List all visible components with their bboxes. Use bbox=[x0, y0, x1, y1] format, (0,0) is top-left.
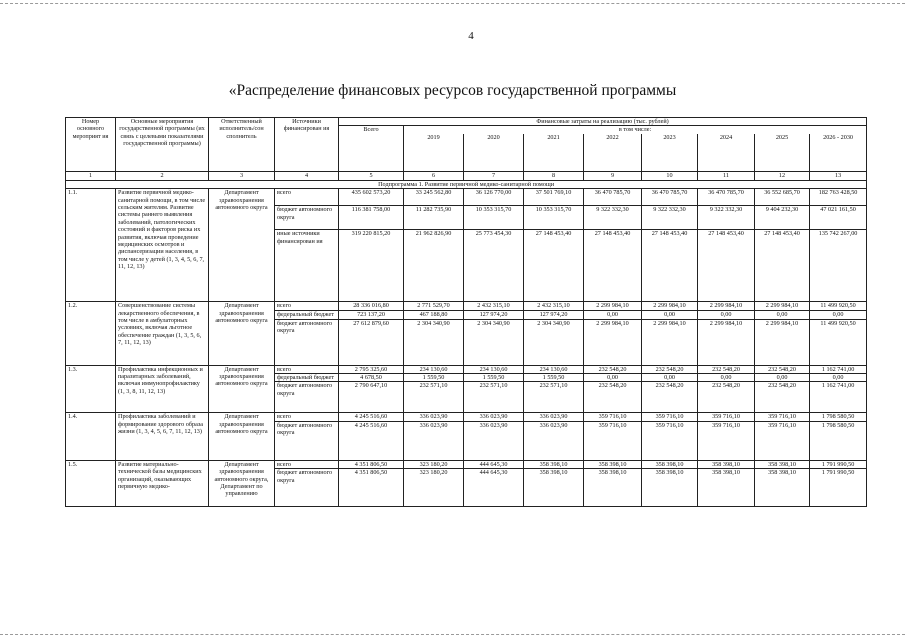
amount-cell: 21 962 826,90 bbox=[404, 230, 464, 302]
amount-cell: 358 398,10 bbox=[755, 460, 810, 468]
amount-cell: 723 137,20 bbox=[339, 310, 404, 319]
amount-cell: 232 548,20 bbox=[584, 382, 642, 413]
amount-cell: 9 404 232,30 bbox=[755, 206, 810, 230]
measure-executor: Департамент здравоохранения автономного округа bbox=[209, 189, 275, 302]
amount-cell: 11 499 920,50 bbox=[810, 319, 867, 365]
amount-cell: 232 571,10 bbox=[524, 382, 584, 413]
header-executor: Ответственный исполнитель/сон сполнитель bbox=[209, 118, 275, 172]
header-year: 2021 bbox=[524, 134, 584, 172]
amount-cell: 359 716,10 bbox=[698, 421, 755, 460]
amount-cell: 2 790 647,10 bbox=[339, 382, 404, 413]
amount-cell: 4 245 516,60 bbox=[339, 421, 404, 460]
funding-source: всего bbox=[275, 302, 339, 310]
amount-cell: 358 398,10 bbox=[642, 460, 698, 468]
amount-cell: 358 398,10 bbox=[642, 469, 698, 507]
amount-cell: 0,00 bbox=[642, 374, 698, 382]
header-including: в том числе: bbox=[404, 126, 867, 134]
amount-cell: 0,00 bbox=[755, 310, 810, 319]
amount-cell: 2 304 340,90 bbox=[404, 319, 464, 365]
amount-cell: 10 353 315,70 bbox=[464, 206, 524, 230]
column-number: 2 bbox=[116, 172, 209, 180]
measure-name: Развитие материально-технической базы медицинских организаций, оказывающих первичную медико- bbox=[116, 460, 209, 506]
amount-cell: 27 148 453,40 bbox=[584, 230, 642, 302]
table-row bbox=[66, 189, 867, 206]
column-number: 6 bbox=[404, 172, 464, 180]
amount-cell: 37 501 769,10 bbox=[524, 189, 584, 206]
measure-number: 1.5. bbox=[66, 460, 116, 506]
amount-cell: 135 742 267,00 bbox=[810, 230, 867, 302]
measure-executor: Департамент здравоохранения автономного округа bbox=[209, 413, 275, 460]
amount-cell: 319 220 815,20 bbox=[339, 230, 404, 302]
amount-cell: 234 130,60 bbox=[464, 365, 524, 373]
amount-cell: 336 023,90 bbox=[404, 421, 464, 460]
header-source: Источники финансирован ия bbox=[275, 118, 339, 172]
amount-cell: 336 023,90 bbox=[524, 421, 584, 460]
measure-executor: Департамент здравоохранения автономного округа bbox=[209, 365, 275, 413]
amount-cell: 2 304 340,90 bbox=[524, 319, 584, 365]
amount-cell: 27 148 453,40 bbox=[755, 230, 810, 302]
measure-executor: Департамент здравоохранения автономного округа, Департамент по управлению bbox=[209, 460, 275, 506]
table-row bbox=[66, 365, 867, 373]
amount-cell: 4 351 806,50 bbox=[339, 469, 404, 507]
amount-cell: 127 974,20 bbox=[464, 310, 524, 319]
page-number: 4 bbox=[468, 30, 474, 42]
amount-cell: 336 023,90 bbox=[464, 413, 524, 421]
header-measures: Основные мероприятия государственной программы (их связь с целевыми показателями государственной программы) bbox=[116, 118, 209, 172]
measure-name: Профилактика инфекционных и паразитарных заболеваний, включая иммунопрофилактику (1, 3, 8, 11, 12, 13) bbox=[116, 365, 209, 413]
funding-source: всего bbox=[275, 189, 339, 206]
amount-cell: 359 716,10 bbox=[755, 413, 810, 421]
amount-cell: 36 470 785,70 bbox=[698, 189, 755, 206]
amount-cell: 2 299 984,10 bbox=[755, 302, 810, 310]
amount-cell: 234 130,60 bbox=[524, 365, 584, 373]
column-number: 4 bbox=[275, 172, 339, 180]
amount-cell: 232 548,20 bbox=[755, 365, 810, 373]
amount-cell: 1 162 741,00 bbox=[810, 382, 867, 413]
amount-cell: 359 716,10 bbox=[755, 421, 810, 460]
amount-cell: 336 023,90 bbox=[464, 421, 524, 460]
amount-cell: 232 548,20 bbox=[642, 365, 698, 373]
amount-cell: 4 678,50 bbox=[339, 374, 404, 382]
amount-cell: 358 398,10 bbox=[698, 460, 755, 468]
measure-name: Развитие первичной медико-санитарной помощи, в том числе сельским жителям. Развитие системы раннего выявления заболеваний, патологических состояний и факторов риска их развития, включая проведение медицинских осмотров и диспансеризации населения, в том числе у детей (1, 3, 4, 5, 6, 7, 11, 12, 13) bbox=[116, 189, 209, 302]
funding-source: всего bbox=[275, 460, 339, 468]
header-year: 2024 bbox=[698, 134, 755, 172]
table-row bbox=[66, 413, 867, 421]
amount-cell: 359 716,10 bbox=[698, 413, 755, 421]
funding-source: всего bbox=[275, 413, 339, 421]
funding-source: бюджет автономного округа bbox=[275, 382, 339, 413]
amount-cell: 2 299 984,10 bbox=[642, 319, 698, 365]
header-colnums-row bbox=[66, 172, 867, 180]
measure-executor: Департамент здравоохранения автономного округа bbox=[209, 302, 275, 365]
header-year: 2022 bbox=[584, 134, 642, 172]
scan-edge-bottom bbox=[0, 634, 905, 635]
amount-cell: 323 180,20 bbox=[404, 460, 464, 468]
amount-cell: 232 571,10 bbox=[464, 382, 524, 413]
amount-cell: 2 299 984,10 bbox=[698, 319, 755, 365]
funding-source: федеральный бюджет bbox=[275, 310, 339, 319]
amount-cell: 2 432 315,10 bbox=[524, 302, 584, 310]
amount-cell: 336 023,90 bbox=[404, 413, 464, 421]
amount-cell: 1 798 580,50 bbox=[810, 421, 867, 460]
column-number: 12 bbox=[755, 172, 810, 180]
amount-cell: 10 353 315,70 bbox=[524, 206, 584, 230]
amount-cell: 0,00 bbox=[698, 374, 755, 382]
amount-cell: 1 559,50 bbox=[464, 374, 524, 382]
funding-source: всего bbox=[275, 365, 339, 373]
scan-edge-top bbox=[0, 3, 905, 4]
amount-cell: 9 322 332,30 bbox=[584, 206, 642, 230]
amount-cell: 444 645,30 bbox=[464, 469, 524, 507]
amount-cell: 28 336 016,80 bbox=[339, 302, 404, 310]
amount-cell: 1 791 990,50 bbox=[810, 469, 867, 507]
amount-cell: 0,00 bbox=[810, 310, 867, 319]
amount-cell: 358 398,10 bbox=[755, 469, 810, 507]
amount-cell: 11 499 920,50 bbox=[810, 302, 867, 310]
amount-cell: 182 763 428,50 bbox=[810, 189, 867, 206]
column-number: 13 bbox=[810, 172, 867, 180]
amount-cell: 358 398,10 bbox=[584, 460, 642, 468]
measure-name: Совершенствование системы лекарственного обеспечения, в том числе в амбулаторных условиях, включая льготное обеспечение граждан (1, 3, 5, 6, 7, 11, 12, 13) bbox=[116, 302, 209, 365]
funding-source: бюджет автономного округа bbox=[275, 469, 339, 507]
column-number: 3 bbox=[209, 172, 275, 180]
header-total: Всего bbox=[339, 126, 404, 172]
amount-cell: 36 126 770,00 bbox=[464, 189, 524, 206]
amount-cell: 358 398,10 bbox=[524, 460, 584, 468]
amount-cell: 359 716,10 bbox=[584, 413, 642, 421]
amount-cell: 2 795 325,60 bbox=[339, 365, 404, 373]
amount-cell: 1 559,50 bbox=[404, 374, 464, 382]
amount-cell: 336 023,90 bbox=[524, 413, 584, 421]
amount-cell: 444 645,30 bbox=[464, 460, 524, 468]
header-finance: Финансовые затраты на реализацию (тыс. рублей) bbox=[339, 118, 867, 126]
amount-cell: 27 148 453,40 bbox=[642, 230, 698, 302]
amount-cell: 0,00 bbox=[810, 374, 867, 382]
amount-cell: 4 245 516,60 bbox=[339, 413, 404, 421]
amount-cell: 358 398,10 bbox=[524, 469, 584, 507]
header-year: 2020 bbox=[464, 134, 524, 172]
funding-source: иные источники финансирован ия bbox=[275, 230, 339, 302]
amount-cell: 11 282 735,90 bbox=[404, 206, 464, 230]
amount-cell: 0,00 bbox=[755, 374, 810, 382]
amount-cell: 1 162 741,00 bbox=[810, 365, 867, 373]
subprogram-title: Подпрограмма 1. Развитие первичной медико-санитарной помощи bbox=[66, 180, 867, 188]
column-number: 9 bbox=[584, 172, 642, 180]
amount-cell: 27 148 453,40 bbox=[698, 230, 755, 302]
amount-cell: 2 299 984,10 bbox=[698, 302, 755, 310]
table-row bbox=[66, 460, 867, 468]
amount-cell: 232 548,20 bbox=[698, 382, 755, 413]
column-number: 10 bbox=[642, 172, 698, 180]
table-body bbox=[66, 180, 867, 506]
amount-cell: 323 180,20 bbox=[404, 469, 464, 507]
header-year: 2023 bbox=[642, 134, 698, 172]
finance-table bbox=[65, 117, 867, 507]
column-number: 7 bbox=[464, 172, 524, 180]
amount-cell: 36 470 785,70 bbox=[642, 189, 698, 206]
amount-cell: 27 148 453,40 bbox=[524, 230, 584, 302]
amount-cell: 359 716,10 bbox=[584, 421, 642, 460]
amount-cell: 234 130,60 bbox=[404, 365, 464, 373]
funding-source: бюджет автономного округа bbox=[275, 319, 339, 365]
header-year: 2019 bbox=[404, 134, 464, 172]
amount-cell: 359 716,10 bbox=[642, 413, 698, 421]
measure-name: Профилактика заболеваний и формирование здорового образа жизни (1, 3, 4, 5, 6, 7, 11, 12, 13) bbox=[116, 413, 209, 460]
amount-cell: 36 552 685,70 bbox=[755, 189, 810, 206]
amount-cell: 2 432 315,10 bbox=[464, 302, 524, 310]
amount-cell: 27 612 879,60 bbox=[339, 319, 404, 365]
funding-source: бюджет автономного округа bbox=[275, 421, 339, 460]
header-year: 2025 bbox=[755, 134, 810, 172]
subprogram-row bbox=[66, 180, 867, 188]
amount-cell: 25 773 454,30 bbox=[464, 230, 524, 302]
header-year: 2026 - 2030 bbox=[810, 134, 867, 172]
column-number: 1 bbox=[66, 172, 116, 180]
amount-cell: 36 470 785,70 bbox=[584, 189, 642, 206]
amount-cell: 232 548,20 bbox=[698, 365, 755, 373]
measure-number: 1.4. bbox=[66, 413, 116, 460]
funding-source: федеральный бюджет bbox=[275, 374, 339, 382]
amount-cell: 0,00 bbox=[584, 374, 642, 382]
page-title: «Распределение финансовых ресурсов государственной программы bbox=[228, 82, 677, 99]
amount-cell: 232 548,20 bbox=[642, 382, 698, 413]
amount-cell: 116 381 758,00 bbox=[339, 206, 404, 230]
amount-cell: 0,00 bbox=[642, 310, 698, 319]
amount-cell: 358 398,10 bbox=[698, 469, 755, 507]
amount-cell: 4 351 806,50 bbox=[339, 460, 404, 468]
amount-cell: 0,00 bbox=[698, 310, 755, 319]
amount-cell: 47 021 161,50 bbox=[810, 206, 867, 230]
column-number: 8 bbox=[524, 172, 584, 180]
amount-cell: 1 798 580,50 bbox=[810, 413, 867, 421]
amount-cell: 9 322 332,30 bbox=[698, 206, 755, 230]
amount-cell: 232 571,10 bbox=[404, 382, 464, 413]
amount-cell: 1 791 990,50 bbox=[810, 460, 867, 468]
amount-cell: 33 245 562,80 bbox=[404, 189, 464, 206]
amount-cell: 127 974,20 bbox=[524, 310, 584, 319]
amount-cell: 2 299 984,10 bbox=[642, 302, 698, 310]
funding-source: бюджет автономного округа bbox=[275, 206, 339, 230]
amount-cell: 232 548,20 bbox=[755, 382, 810, 413]
amount-cell: 1 559,50 bbox=[524, 374, 584, 382]
amount-cell: 232 548,20 bbox=[584, 365, 642, 373]
amount-cell: 359 716,10 bbox=[642, 421, 698, 460]
table-row bbox=[66, 302, 867, 310]
amount-cell: 435 602 573,20 bbox=[339, 189, 404, 206]
measure-number: 1.2. bbox=[66, 302, 116, 365]
amount-cell: 467 188,80 bbox=[404, 310, 464, 319]
measure-number: 1.1. bbox=[66, 189, 116, 302]
amount-cell: 2 771 529,70 bbox=[404, 302, 464, 310]
header-measure-number: Номер основного мероприят ия bbox=[66, 118, 116, 172]
column-number: 11 bbox=[698, 172, 755, 180]
amount-cell: 9 322 332,30 bbox=[642, 206, 698, 230]
amount-cell: 2 304 340,90 bbox=[464, 319, 524, 365]
amount-cell: 2 299 984,10 bbox=[584, 319, 642, 365]
amount-cell: 2 299 984,10 bbox=[755, 319, 810, 365]
column-number: 5 bbox=[339, 172, 404, 180]
amount-cell: 0,00 bbox=[584, 310, 642, 319]
measure-number: 1.3. bbox=[66, 365, 116, 413]
amount-cell: 2 299 984,10 bbox=[584, 302, 642, 310]
amount-cell: 358 398,10 bbox=[584, 469, 642, 507]
